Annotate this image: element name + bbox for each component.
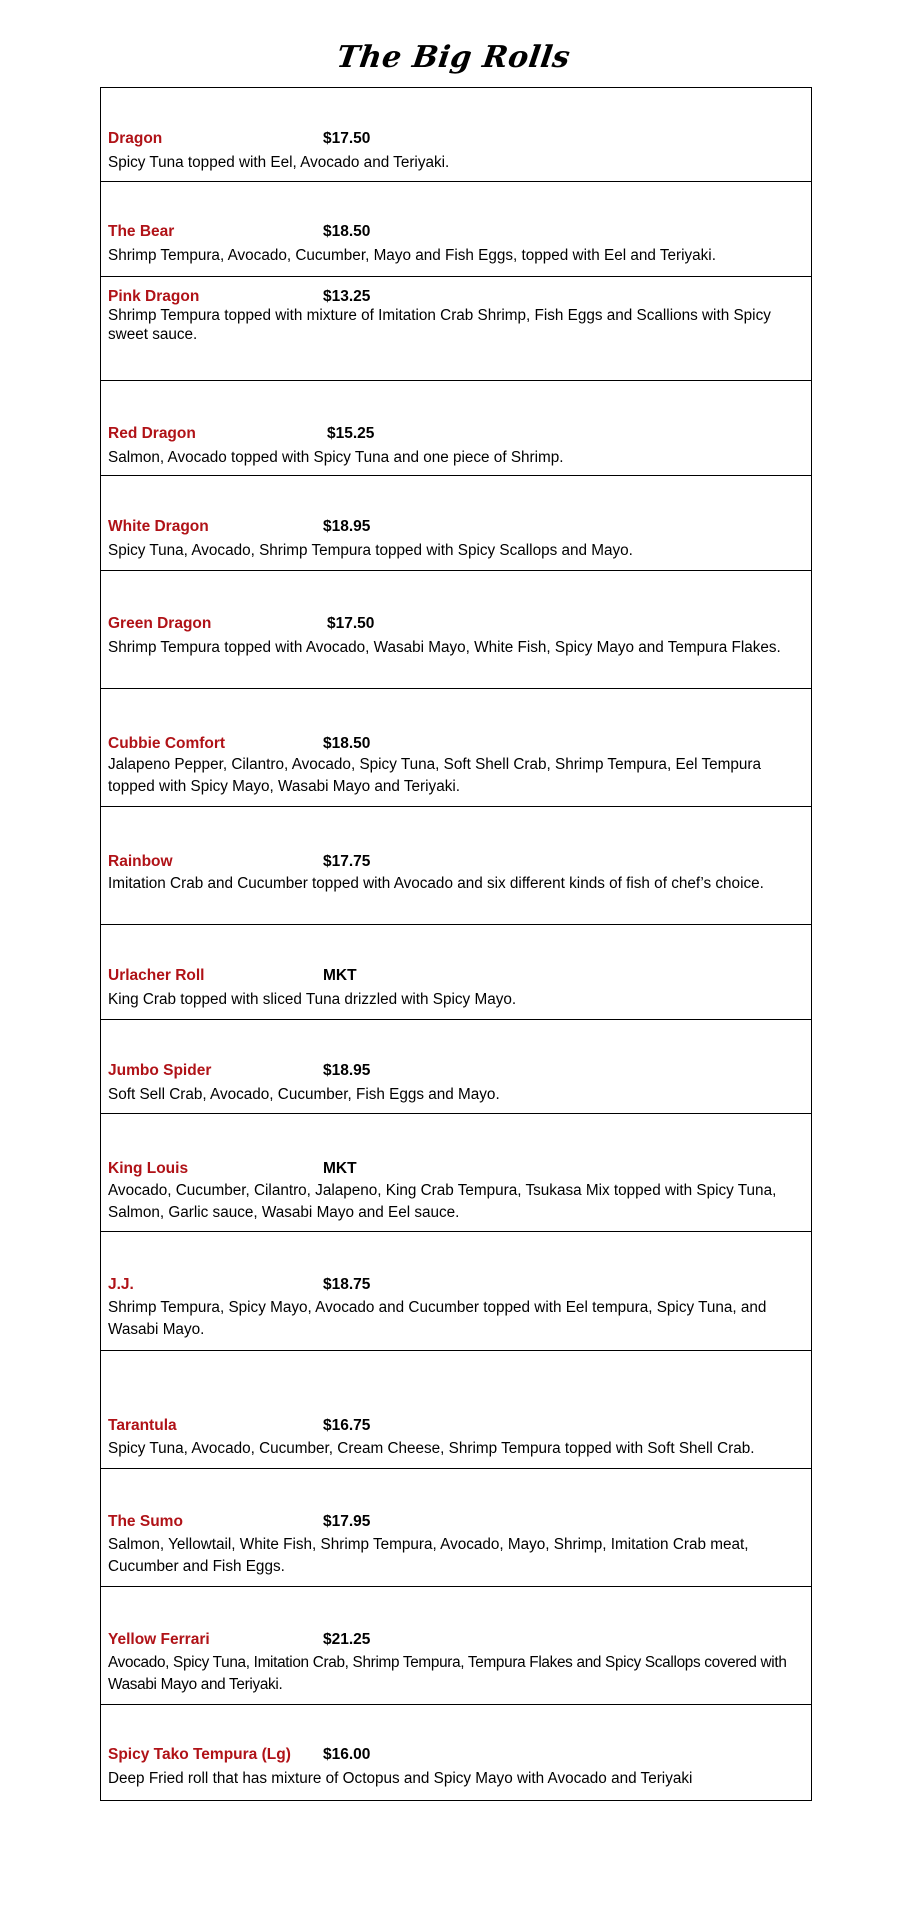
item-description: Avocado, Cucumber, Cilantro, Jalapeno, King Crab Tempura, Tsukasa Mix topped with Spicy Tuna, Salmon, Garlic sauce, Wasabi Mayo and Eel sauce. <box>108 1182 777 1221</box>
item-description: Jalapeno Pepper, Cilantro, Avocado, Spicy Tuna, Soft Shell Crab, Shrimp Tempura, Eel Tempura topped with Spicy Mayo, Wasabi Mayo and Teriyaki. <box>108 756 762 795</box>
item-price: MKT <box>323 1160 357 1177</box>
item-name: Urlacher Roll <box>108 967 205 984</box>
menu-item-green-dragon <box>101 571 811 689</box>
item-description: Spicy Tuna, Avocado, Cucumber, Cream Cheese, Shrimp Tempura topped with Soft Shell Crab. <box>108 1440 755 1457</box>
menu-item-the-bear <box>101 182 811 277</box>
menu-item-rainbow <box>101 807 811 925</box>
item-name: Spicy Tako Tempura (Lg) <box>108 1746 291 1763</box>
item-name: Tarantula <box>108 1417 177 1434</box>
item-price: $16.00 <box>323 1746 371 1763</box>
item-name: Rainbow <box>108 853 173 870</box>
menu-item-red-dragon <box>101 381 811 476</box>
item-name: Cubbie Comfort <box>108 735 226 752</box>
menu-item-yellow-ferrari <box>101 1587 811 1705</box>
item-name: Green Dragon <box>108 615 212 632</box>
menu-item-pink-dragon <box>101 277 811 381</box>
item-description: Salmon, Avocado topped with Spicy Tuna and one piece of Shrimp. <box>108 449 564 466</box>
item-description: Avocado, Spicy Tuna, Imitation Crab, Shrimp Tempura, Tempura Flakes and Spicy Scallops covered with Wasabi Mayo and Teriyaki. <box>108 1654 787 1693</box>
item-price: $18.50 <box>323 223 371 240</box>
item-description: Shrimp Tempura, Spicy Mayo, Avocado and Cucumber topped with Eel tempura, Spicy Tuna, and Wasabi Mayo. <box>108 1299 767 1338</box>
item-description: Shrimp Tempura topped with Avocado, Wasabi Mayo, White Fish, Spicy Mayo and Tempura Flakes. <box>108 639 781 656</box>
item-price: $18.75 <box>323 1276 371 1293</box>
item-price: $21.25 <box>323 1631 371 1648</box>
item-description: Salmon, Yellowtail, White Fish, Shrimp Tempura, Avocado, Mayo, Shrimp, Imitation Crab meat, Cucumber and Fish Eggs. <box>108 1536 749 1575</box>
item-price: $17.50 <box>323 130 371 147</box>
item-name: The Sumo <box>108 1513 183 1530</box>
menu-item-dragon <box>101 88 811 182</box>
menu-item-jumbo-spider <box>101 1020 811 1114</box>
item-price: $18.95 <box>323 1062 371 1079</box>
item-name: Yellow Ferrari <box>108 1631 210 1648</box>
item-price: $13.25 <box>323 288 371 305</box>
item-description: King Crab topped with sliced Tuna drizzled with Spicy Mayo. <box>108 991 517 1008</box>
item-description: Spicy Tuna, Avocado, Shrimp Tempura topped with Spicy Scallops and Mayo. <box>108 542 633 559</box>
menu-item-tarantula <box>101 1351 811 1469</box>
item-name: White Dragon <box>108 518 209 535</box>
menu-item-white-dragon <box>101 476 811 571</box>
item-name: The Bear <box>108 223 175 240</box>
item-description: Spicy Tuna topped with Eel, Avocado and Teriyaki. <box>108 154 450 171</box>
item-price: $18.50 <box>323 735 371 752</box>
item-name: King Louis <box>108 1160 189 1177</box>
menu-item-the-sumo <box>101 1469 811 1587</box>
item-description: Shrimp Tempura topped with mixture of Imitation Crab Shrimp, Fish Eggs and Scallions with Spicy sweet sauce. <box>108 307 771 343</box>
page-title: The Big Rolls <box>334 40 573 75</box>
item-description: Deep Fried roll that has mixture of Octopus and Spicy Mayo with Avocado and Teriyaki <box>108 1770 693 1787</box>
menu-item-spicy-tako-tempura <box>101 1705 811 1800</box>
item-price: $17.95 <box>323 1513 371 1530</box>
item-name: Pink Dragon <box>108 288 200 305</box>
menu-item-jj <box>101 1232 811 1351</box>
menu-item-urlacher-roll <box>101 925 811 1020</box>
menu-item-cubbie-comfort <box>101 689 811 807</box>
item-name: Dragon <box>108 130 163 147</box>
item-price: MKT <box>323 967 357 984</box>
item-price: $16.75 <box>323 1417 371 1434</box>
item-name: Red Dragon <box>108 425 196 442</box>
item-description: Imitation Crab and Cucumber topped with Avocado and six different kinds of fish of chef’s choice. <box>108 875 764 892</box>
item-name: Jumbo Spider <box>108 1062 212 1079</box>
item-name: J.J. <box>108 1276 134 1293</box>
item-price: $15.25 <box>327 425 375 442</box>
menu-table <box>100 87 812 1801</box>
item-description: Soft Sell Crab, Avocado, Cucumber, Fish Eggs and Mayo. <box>108 1086 500 1103</box>
item-price: $17.50 <box>327 615 375 632</box>
item-price: $18.95 <box>323 518 371 535</box>
item-description: Shrimp Tempura, Avocado, Cucumber, Mayo and Fish Eggs, topped with Eel and Teriyaki. <box>108 247 716 264</box>
item-price: $17.75 <box>323 853 371 870</box>
menu-item-king-louis <box>101 1114 811 1232</box>
